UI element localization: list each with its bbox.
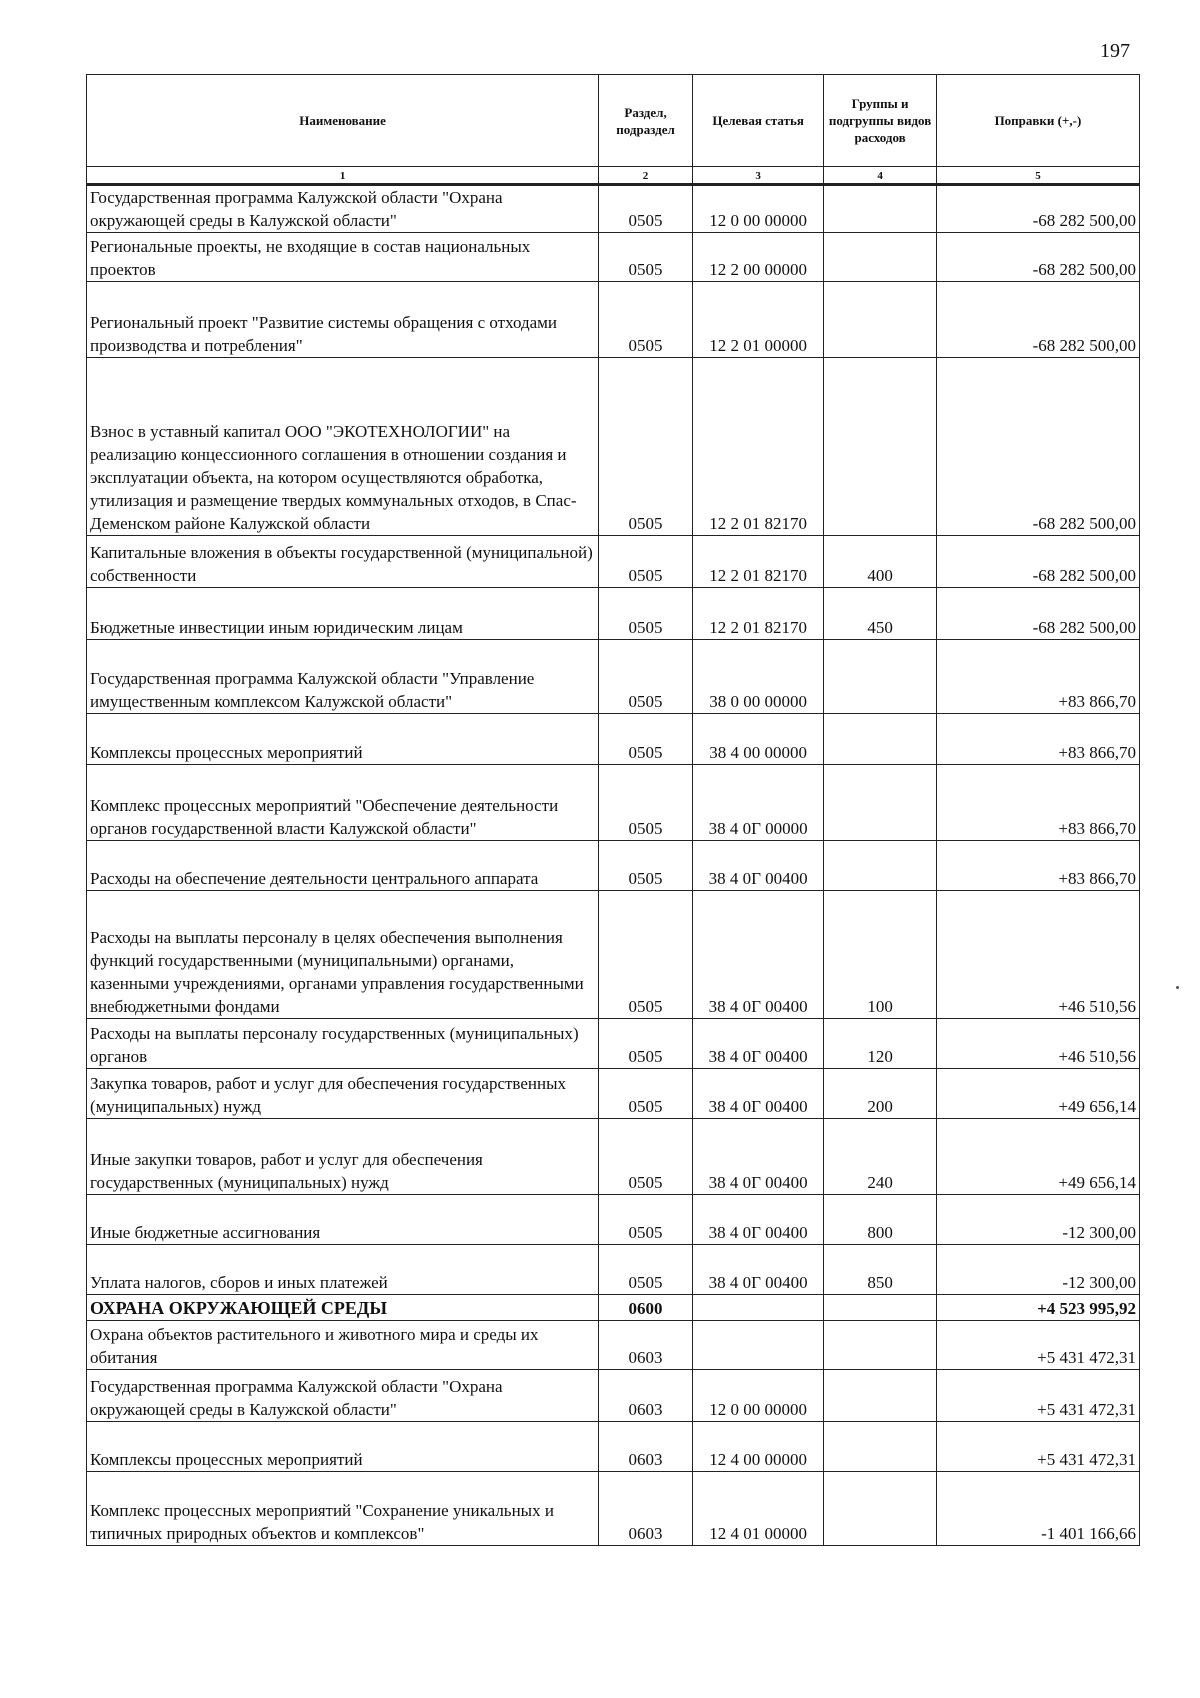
table-row: [87, 1422, 1140, 1472]
row-amount: +4 523 995,92: [936, 1295, 1139, 1321]
row-name: Государственная программа Калужской области "Охрана окружающей среды в Калужской области": [87, 1370, 599, 1422]
row-article: 12 2 01 00000: [692, 282, 823, 358]
row-section: 0505: [599, 714, 693, 765]
row-article: 12 0 00 00000: [692, 1370, 823, 1422]
row-section: 0505: [599, 1245, 693, 1295]
page-number: 197: [1100, 40, 1130, 62]
row-amount: +49 656,14: [936, 1119, 1139, 1195]
row-group: 850: [824, 1245, 937, 1295]
row-amount: -68 282 500,00: [936, 233, 1139, 282]
column-number: 3: [692, 167, 823, 185]
row-amount: -1 401 166,66: [936, 1472, 1139, 1546]
row-name: Расходы на выплаты персоналу в целях обеспечения выполнения функций государственными (муниципальными) органами, казенными учреждениями, органами управления государственными внебюджетными фондами: [87, 891, 599, 1019]
header-amount: Поправки (+,-): [936, 75, 1139, 167]
table-row: [87, 588, 1140, 640]
table-row: [87, 233, 1140, 282]
budget-amendments-table: [86, 74, 1140, 1546]
row-section: 0505: [599, 640, 693, 714]
header-group: Группы и подгруппы видов расходов: [824, 75, 937, 167]
row-group: [824, 233, 937, 282]
row-amount: +83 866,70: [936, 714, 1139, 765]
header-name: Наименование: [87, 75, 599, 167]
row-article: 38 4 0Г 00400: [692, 891, 823, 1019]
row-article: 38 4 0Г 00400: [692, 841, 823, 891]
row-name: Государственная программа Калужской области "Управление имущественным комплексом Калужской области": [87, 640, 599, 714]
row-article: 12 0 00 00000: [692, 185, 823, 233]
row-amount: -68 282 500,00: [936, 185, 1139, 233]
row-section: 0603: [599, 1370, 693, 1422]
row-article: 38 4 0Г 00400: [692, 1195, 823, 1245]
row-group: [824, 714, 937, 765]
row-group: 120: [824, 1019, 937, 1069]
row-section: 0505: [599, 1119, 693, 1195]
row-name: Государственная программа Калужской области "Охрана окружающей среды в Калужской области": [87, 185, 599, 233]
row-amount: +49 656,14: [936, 1069, 1139, 1119]
table-row: [87, 1472, 1140, 1546]
row-amount: +46 510,56: [936, 1019, 1139, 1069]
table-row: [87, 1119, 1140, 1195]
row-amount: +5 431 472,31: [936, 1321, 1139, 1370]
row-group: 800: [824, 1195, 937, 1245]
row-article: 38 0 00 00000: [692, 640, 823, 714]
table-row: [87, 282, 1140, 358]
row-section: 0603: [599, 1422, 693, 1472]
row-section: 0600: [599, 1295, 693, 1321]
table-row: [87, 1245, 1140, 1295]
column-number: 2: [599, 167, 693, 185]
row-article: 38 4 0Г 00400: [692, 1069, 823, 1119]
row-article: 12 4 01 00000: [692, 1472, 823, 1546]
row-amount: -12 300,00: [936, 1195, 1139, 1245]
row-name: Расходы на выплаты персоналу государственных (муниципальных) органов: [87, 1019, 599, 1069]
table-row: [87, 841, 1140, 891]
row-group: 240: [824, 1119, 937, 1195]
row-group: [824, 358, 937, 536]
row-group: [824, 1422, 937, 1472]
row-name: Комплекс процессных мероприятий "Сохранение уникальных и типичных природных объектов и комплексов": [87, 1472, 599, 1546]
table-row: [87, 358, 1140, 536]
row-section: 0505: [599, 765, 693, 841]
row-name: Капитальные вложения в объекты государственной (муниципальной) собственности: [87, 536, 599, 588]
row-name: Закупка товаров, работ и услуг для обеспечения государственных (муниципальных) нужд: [87, 1069, 599, 1119]
row-name: Комплексы процессных мероприятий: [87, 714, 599, 765]
row-section: 0505: [599, 358, 693, 536]
row-article: 12 2 01 82170: [692, 536, 823, 588]
row-amount: +83 866,70: [936, 765, 1139, 841]
table-row: [87, 1370, 1140, 1422]
row-name: Взнос в уставный капитал ООО "ЭКОТЕХНОЛОГИИ" на реализацию концессионного соглашения в отношении создания и эксплуатации объекта, на котором осуществляются обработка, утилизация и размещение твердых коммунальных отходов, в Спас-Деменском районе Калужской области: [87, 358, 599, 536]
row-name: Иные закупки товаров, работ и услуг для обеспечения государственных (муниципальных) нужд: [87, 1119, 599, 1195]
row-section: 0603: [599, 1321, 693, 1370]
row-name: Комплексы процессных мероприятий: [87, 1422, 599, 1472]
row-name: Бюджетные инвестиции иным юридическим лицам: [87, 588, 599, 640]
column-number-row: [87, 167, 1140, 185]
row-name: Иные бюджетные ассигнования: [87, 1195, 599, 1245]
row-section: 0505: [599, 1195, 693, 1245]
row-name: Региональный проект "Развитие системы обращения с отходами производства и потребления": [87, 282, 599, 358]
row-name: Охрана объектов растительного и животного мира и среды их обитания: [87, 1321, 599, 1370]
row-section: 0505: [599, 891, 693, 1019]
row-group: [824, 841, 937, 891]
row-amount: +83 866,70: [936, 640, 1139, 714]
table-row: [87, 1069, 1140, 1119]
row-section: 0505: [599, 536, 693, 588]
row-article: 38 4 0Г 00000: [692, 765, 823, 841]
row-name: Расходы на обеспечение деятельности центрального аппарата: [87, 841, 599, 891]
table-row: [87, 536, 1140, 588]
row-section: 0505: [599, 841, 693, 891]
header-section: Раздел, подраздел: [599, 75, 693, 167]
row-group: 200: [824, 1069, 937, 1119]
row-amount: +83 866,70: [936, 841, 1139, 891]
row-group: [824, 1370, 937, 1422]
row-article: 38 4 0Г 00400: [692, 1019, 823, 1069]
row-article: 38 4 00 00000: [692, 714, 823, 765]
row-section: 0505: [599, 233, 693, 282]
row-article: 38 4 0Г 00400: [692, 1245, 823, 1295]
row-amount: -12 300,00: [936, 1245, 1139, 1295]
row-group: 450: [824, 588, 937, 640]
row-article: 12 4 00 00000: [692, 1422, 823, 1472]
row-group: [824, 765, 937, 841]
row-section: 0505: [599, 1019, 693, 1069]
header-article: Целевая статья: [692, 75, 823, 167]
row-amount: +46 510,56: [936, 891, 1139, 1019]
row-article: 38 4 0Г 00400: [692, 1119, 823, 1195]
table-row: [87, 714, 1140, 765]
row-amount: +5 431 472,31: [936, 1422, 1139, 1472]
scan-speck: [1176, 986, 1179, 989]
row-article: 12 2 00 00000: [692, 233, 823, 282]
row-group: [824, 1321, 937, 1370]
row-section: 0505: [599, 588, 693, 640]
table-row: [87, 185, 1140, 233]
table-row: [87, 891, 1140, 1019]
row-name: ОХРАНА ОКРУЖАЮЩЕЙ СРЕДЫ: [87, 1295, 599, 1321]
row-amount: -68 282 500,00: [936, 588, 1139, 640]
table-row: [87, 1019, 1140, 1069]
table-row: [87, 1321, 1140, 1370]
row-group: [824, 640, 937, 714]
row-name: Региональные проекты, не входящие в состав национальных проектов: [87, 233, 599, 282]
row-amount: -68 282 500,00: [936, 536, 1139, 588]
row-amount: +5 431 472,31: [936, 1370, 1139, 1422]
header-row: [87, 75, 1140, 167]
row-group: [824, 282, 937, 358]
table-row: [87, 1195, 1140, 1245]
row-section: 0505: [599, 282, 693, 358]
column-number: 4: [824, 167, 937, 185]
table-row: [87, 765, 1140, 841]
row-group: [824, 1472, 937, 1546]
row-article: 12 2 01 82170: [692, 588, 823, 640]
table-row-section-total: [87, 1295, 1140, 1321]
row-name: Уплата налогов, сборов и иных платежей: [87, 1245, 599, 1295]
row-section: 0505: [599, 185, 693, 233]
row-group: [824, 185, 937, 233]
row-group: 100: [824, 891, 937, 1019]
row-amount: -68 282 500,00: [936, 358, 1139, 536]
row-article: 12 2 01 82170: [692, 358, 823, 536]
row-amount: -68 282 500,00: [936, 282, 1139, 358]
row-article: [692, 1321, 823, 1370]
row-section: 0505: [599, 1069, 693, 1119]
row-article: [692, 1295, 823, 1321]
table-row: [87, 640, 1140, 714]
column-number: 1: [87, 167, 599, 185]
row-name: Комплекс процессных мероприятий "Обеспечение деятельности органов государственной власти Калужской области": [87, 765, 599, 841]
row-group: 400: [824, 536, 937, 588]
column-number: 5: [936, 167, 1139, 185]
row-section: 0603: [599, 1472, 693, 1546]
row-group: [824, 1295, 937, 1321]
